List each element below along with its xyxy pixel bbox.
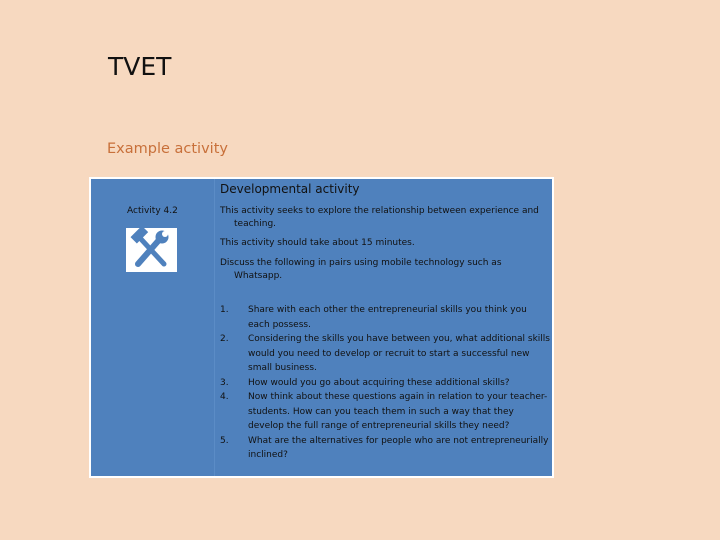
- intro-text: [220, 205, 550, 231]
- page-subtitle: Example activity: [107, 141, 228, 157]
- discuss-line-2: Whatsapp.: [234, 271, 283, 281]
- tools-icon: [126, 228, 177, 272]
- discuss-line-1: Discuss the following in pairs using mobile technology such as: [220, 258, 502, 268]
- question-list: [220, 303, 550, 463]
- intro-line-2: teaching.: [234, 219, 277, 229]
- list-item: [220, 434, 550, 463]
- list-item: [220, 303, 550, 332]
- list-number: 3.: [220, 377, 229, 388]
- discuss-text: [220, 257, 550, 283]
- list-number: 1.: [220, 305, 229, 315]
- activity-label: Activity 4.2: [127, 206, 178, 216]
- intro-line-1: This activity seeks to explore the relationship between experience and: [220, 206, 539, 216]
- duration-text: This activity should take about 15 minutes.: [220, 238, 415, 248]
- list-text: Share with each other the entrepreneurial skills you think you each possess.: [248, 305, 527, 330]
- list-text: Considering the skills you have between you, what additional skills would you need to develop or recruit to start a successful new small business.: [248, 334, 550, 373]
- list-item: [220, 332, 550, 376]
- column-divider: [214, 179, 215, 476]
- list-number: 2.: [220, 334, 229, 344]
- list-item: [220, 390, 550, 434]
- list-number: 4.: [220, 392, 229, 402]
- list-text: Now think about these questions again in relation to your teacher-students. How can you teach them in such a way that they develop the full range of entrepreneurial skills they need?: [248, 392, 548, 431]
- list-text: How would you go about acquiring these additional skills?: [248, 377, 510, 388]
- activity-header: Developmental activity: [220, 182, 360, 196]
- page-title: TVET: [108, 52, 172, 81]
- list-item: [220, 376, 550, 391]
- activity-panel: [89, 177, 554, 478]
- list-text: What are the alternatives for people who are not entrepreneurially inclined?: [248, 435, 549, 460]
- list-number: 5.: [220, 435, 229, 446]
